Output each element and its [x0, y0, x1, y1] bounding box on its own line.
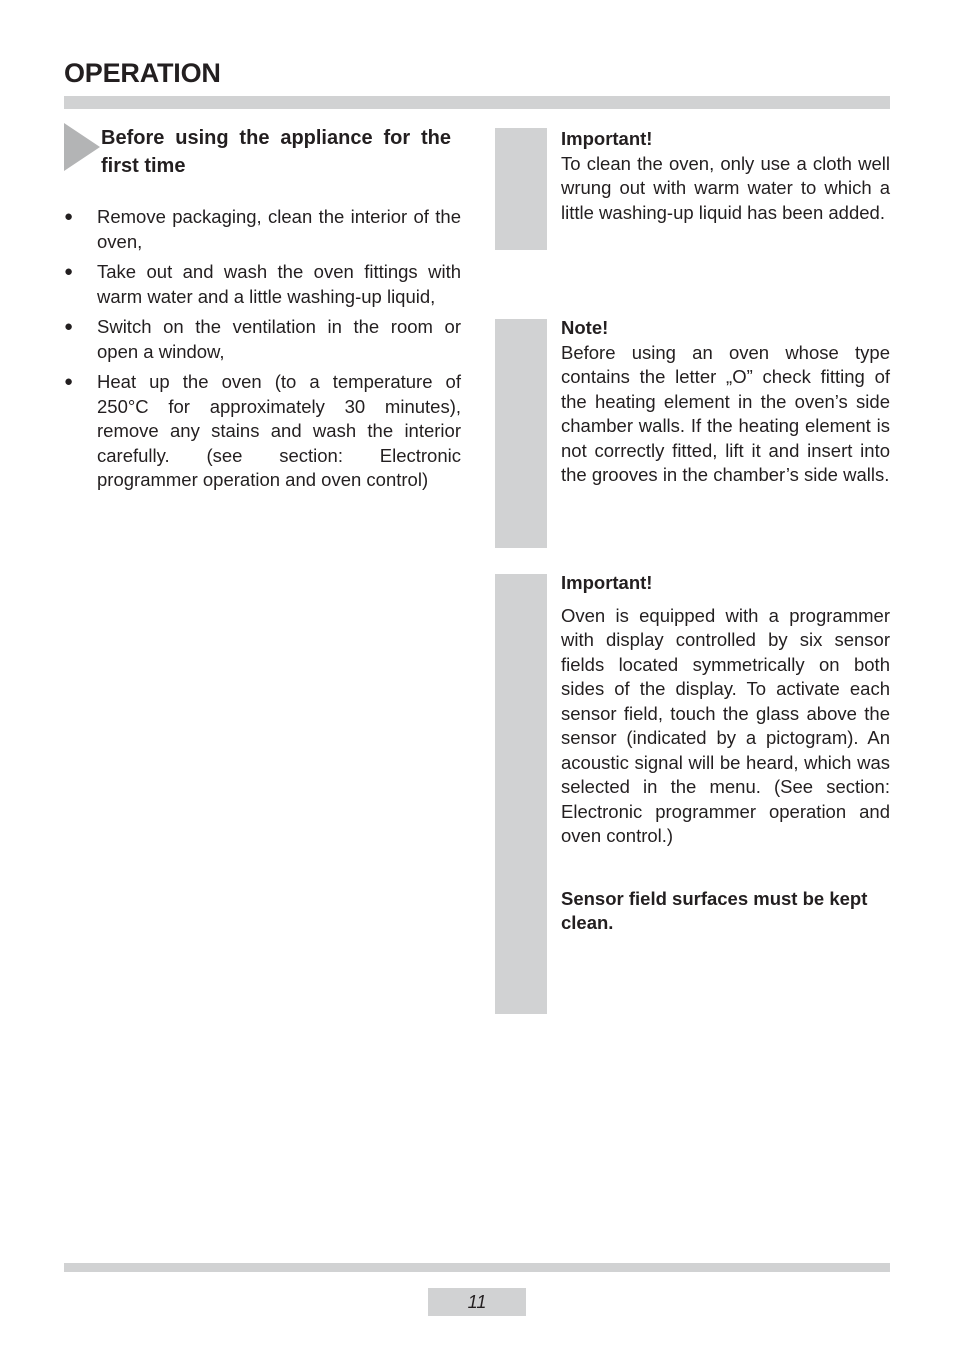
bullet-icon: ●: [64, 263, 74, 280]
note-marker-bar: [495, 574, 547, 1014]
list-item: ● Remove packaging, clean the interior of the oven,: [64, 206, 461, 252]
triangle-arrow-icon: [64, 123, 100, 171]
header-divider: [64, 96, 890, 109]
footer-divider: [64, 1263, 890, 1272]
bullet-list: [64, 205, 461, 499]
note-title: Important!: [561, 572, 653, 593]
note-text: To clean the oven, only use a cloth well wrung out with warm water to which a little washing-up liquid has been added.: [561, 152, 890, 223]
note-title: Note!: [561, 317, 609, 338]
note-text: Oven is equipped with a programmer with display controlled by six sensor fields located symmetrically on both sides of the display. To activate each sensor field, touch the glass above the sensor (indicated by a pictogram). An acoustic signal will be heard, which was selected in the menu. (See section: Electronic programmer operation and oven control.): [561, 604, 890, 846]
note-marker-bar: [495, 319, 547, 548]
note-emphasis: Sensor field surfaces must be kept clean.: [561, 887, 868, 933]
section-heading: Before using the appliance for the first time: [101, 127, 451, 177]
list-item: ● Heat up the oven (to a temperature of 250°C for approximately 30 minutes), remove any stains and wash the interior carefully. (see section: Electronic programmer operation and oven control): [64, 371, 461, 490]
important-note-cleaning: [561, 127, 890, 225]
note-marker-bar: [495, 128, 547, 250]
bullet-icon: ●: [64, 318, 74, 335]
note-title: Important!: [561, 128, 653, 149]
list-item: ● Take out and wash the oven fittings with warm water and a little washing-up liquid,: [64, 261, 461, 307]
page-number: 11: [428, 1288, 526, 1316]
important-note-sensor: [561, 571, 890, 936]
bullet-icon: ●: [64, 373, 74, 390]
bullet-icon: ●: [64, 208, 74, 225]
note-heating-element: [561, 316, 890, 488]
page-title: OPERATION: [64, 58, 221, 88]
list-item: ● Switch on the ventilation in the room or open a window,: [64, 316, 461, 362]
note-text: Before using an oven whose type contains the letter „O” check fitting of the heating element in the oven’s side chamber walls. If the heating element is not correctly fitted, lift it and insert into the grooves in the chamber’s side walls.: [561, 341, 890, 485]
